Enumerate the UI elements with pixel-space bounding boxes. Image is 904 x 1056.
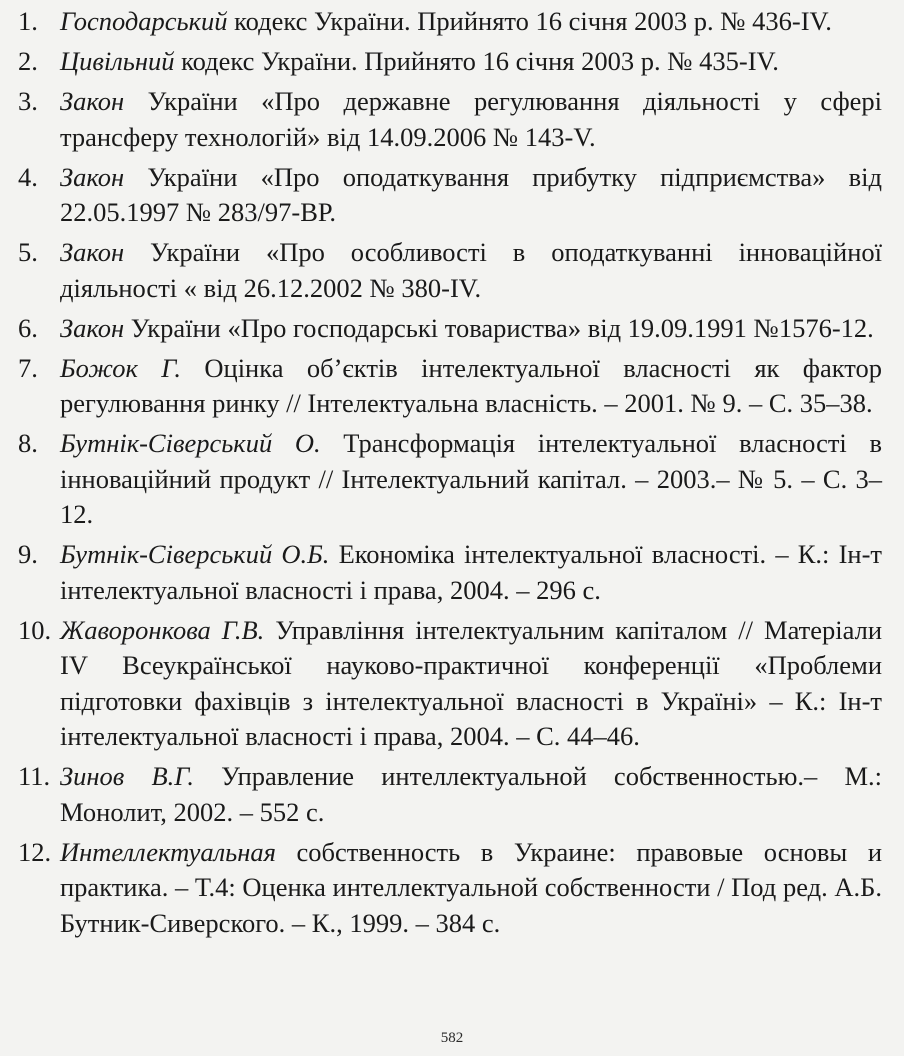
reference-number: 1.	[18, 6, 38, 36]
reference-details: Оцінка об’єктів інтелектуальної власності як фактор регулювання ринку // Інтелектуальна власність. – 2001. № 9. – С. 35–38.	[60, 352, 882, 418]
reference-details: кодекс України. Прийнято 16 січня 2003 р. № 436-IV.	[227, 6, 832, 36]
reference-item	[18, 426, 882, 533]
reference-item	[18, 537, 882, 608]
reference-details: Економіка інтелектуальної власності. – К.: Ін-т інтелектуальної власності і права, 2004. – 296 с.	[60, 539, 882, 605]
reference-text	[60, 351, 882, 422]
reference-number: 4.	[18, 161, 38, 192]
reference-item	[18, 835, 882, 942]
reference-number: 8.	[18, 428, 38, 458]
reference-author: Бутнік-Сіверський О.Б.	[60, 539, 330, 569]
reference-details: Управление интеллектуальной собственностью.– М.: Монолит, 2002. – 552 с.	[60, 761, 882, 827]
reference-author: Закон	[60, 312, 125, 343]
reference-number: 12.	[18, 836, 52, 867]
reference-item	[18, 84, 882, 155]
reference-number: 7.	[18, 352, 38, 383]
reference-author: Бутнік-Сіверський О.	[60, 428, 321, 458]
reference-details: України «Про державне регулювання діяльності у сфері трансферу технологій» від 14.09.2006 № 143-V.	[60, 86, 882, 152]
reference-details: Трансформація інтелектуальної власності в інноваційний продукт // Інтелектуальний капітал. – 2003.– № 5. – С. 3–12.	[60, 428, 882, 529]
reference-item	[18, 613, 882, 755]
reference-author: Жаворонкова Г.В.	[60, 614, 265, 645]
reference-item	[18, 759, 882, 830]
reference-text	[60, 759, 882, 830]
reference-text	[60, 44, 882, 80]
reference-number: 5.	[18, 237, 38, 267]
reference-number: 9.	[18, 539, 38, 569]
reference-details: кодекс України. Прийнято 16 січня 2003 р. № 435-IV.	[174, 46, 779, 76]
reference-number: 3.	[18, 86, 38, 116]
reference-author: Закон	[60, 161, 125, 192]
reference-number: 10.	[18, 614, 52, 645]
reference-text	[60, 235, 882, 306]
reference-item	[18, 44, 882, 80]
reference-details: Управління інтелектуальним капіталом // Матеріали IV Всеукраїнської науково-практичної конференції «Проблеми підготовки фахівців з інтелектуальної власності в Україні» – К.: Ін-т інтелектуальної власності і права, 2004. – С. 44–46.	[60, 614, 882, 751]
reference-item	[18, 351, 882, 422]
reference-text	[60, 835, 882, 942]
reference-list	[18, 4, 882, 946]
reference-text	[60, 311, 882, 347]
reference-text	[60, 426, 882, 533]
reference-author: Господарський	[60, 6, 228, 36]
reference-details: України «Про оподаткування прибутку підприємства» від 22.05.1997 № 283/97-ВР.	[60, 161, 882, 227]
reference-details: України «Про особливості в оподаткуванні інноваційної діяльності « від 26.12.2002 № 380-IV.	[60, 237, 882, 303]
reference-author: Закон	[60, 237, 125, 267]
reference-number: 11.	[18, 761, 51, 791]
reference-author: Закон	[60, 86, 125, 116]
reference-item	[18, 235, 882, 306]
reference-text	[60, 160, 882, 231]
page-number: 582	[440, 1030, 464, 1046]
reference-item	[18, 160, 882, 231]
reference-number: 6.	[18, 312, 38, 343]
reference-item	[18, 4, 882, 40]
reference-text	[60, 613, 882, 755]
reference-number: 2.	[18, 46, 38, 76]
reference-item	[18, 311, 882, 347]
reference-text	[60, 4, 882, 40]
reference-author: Зинов В.Г.	[60, 761, 194, 791]
reference-details: України «Про господарські товариства» від 19.09.1991 №1576-12.	[124, 312, 874, 343]
reference-author: Цивільний	[60, 46, 175, 76]
reference-author: Божок Г.	[60, 352, 181, 383]
reference-text	[60, 537, 882, 608]
reference-text	[60, 84, 882, 155]
reference-author: Интеллектуальная	[60, 836, 276, 867]
reference-details: собственность в Украине: правовые основы и практика. – Т.4: Оценка интеллектуальной собственности / Под ред. А.Б. Бутник-Сиверского. – К., 1999. – 384 с.	[60, 836, 882, 938]
